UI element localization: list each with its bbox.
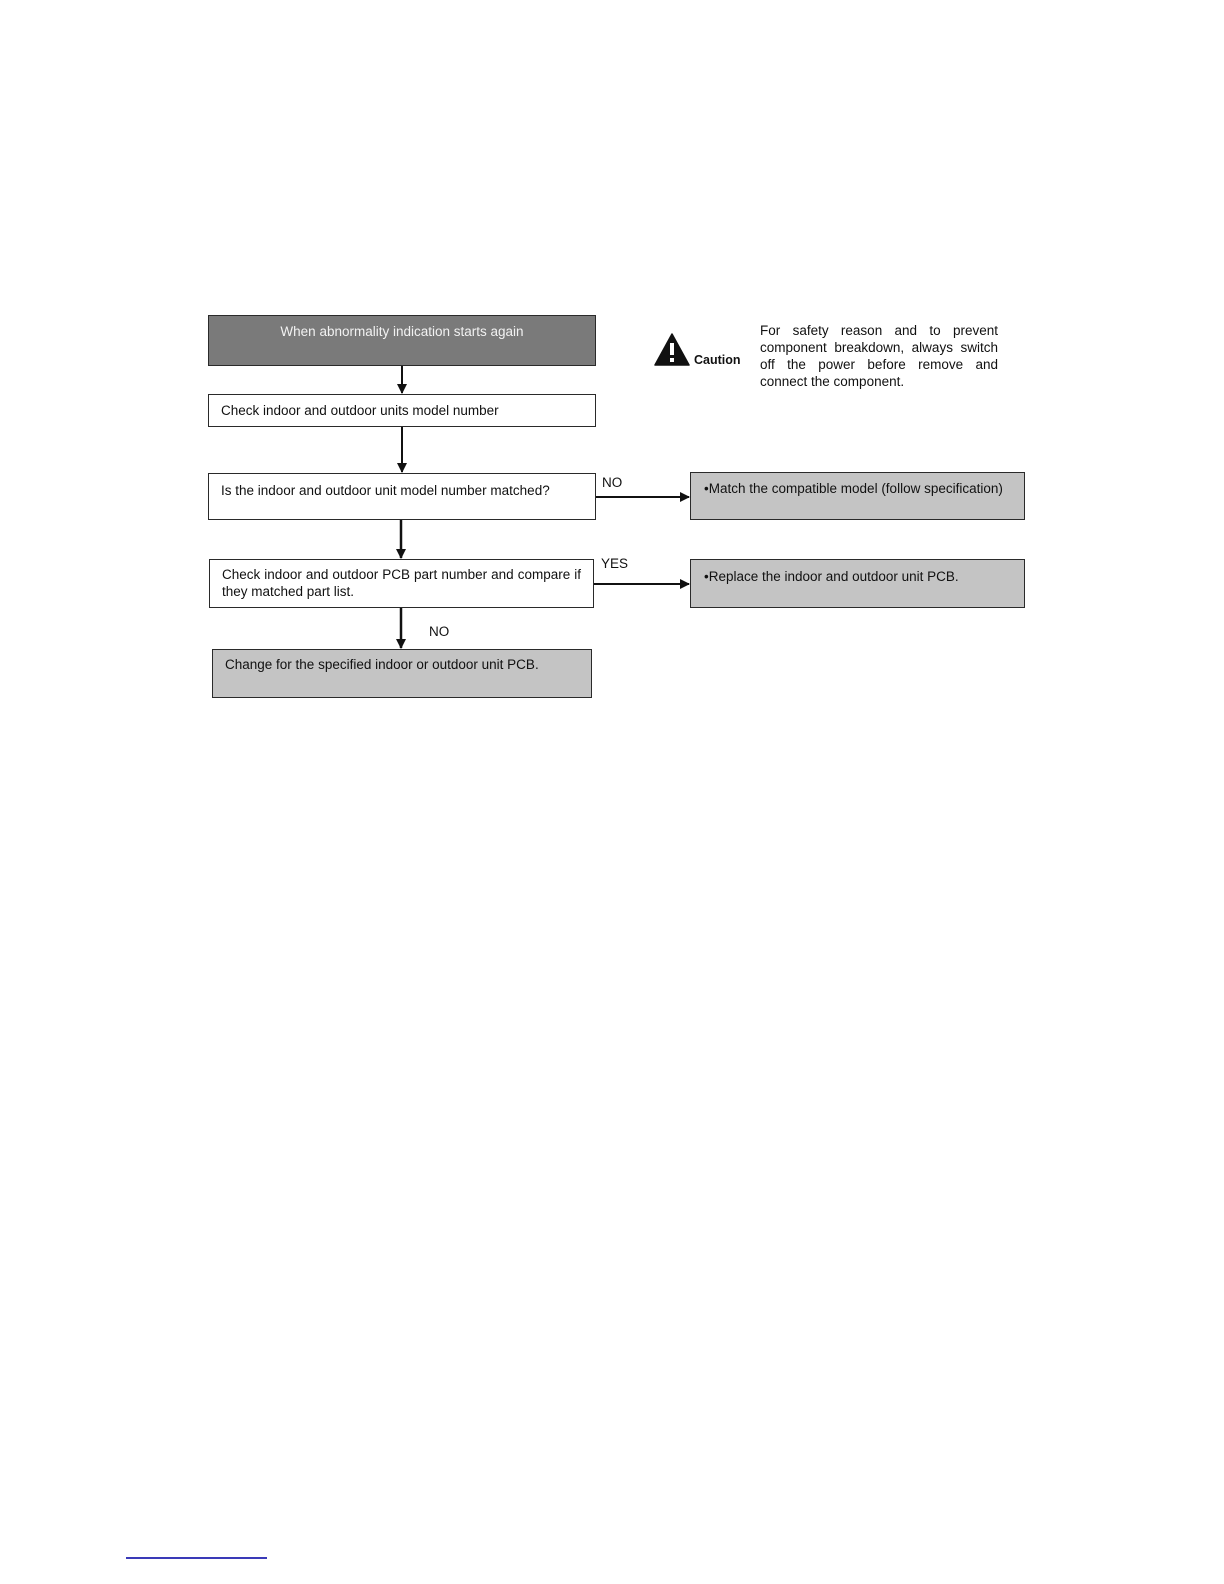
branch-label-yes: YES	[601, 556, 629, 571]
pcb-check-decision-text: Check indoor and outdoor PCB part number and compare if they matched part list.	[222, 567, 581, 599]
match-model-action	[690, 472, 1025, 520]
replace-pcb-action	[690, 559, 1025, 608]
start-box-text: When abnormality indication starts again	[280, 324, 524, 339]
branch-label-no: NO	[602, 475, 623, 490]
model-matched-decision-text: Is the indoor and outdoor unit model number matched?	[221, 483, 550, 498]
footer-link-underline[interactable]	[126, 1557, 267, 1559]
caution-label: Caution	[694, 353, 741, 367]
replace-pcb-action-text: •Replace the indoor and outdoor unit PCB.	[704, 569, 959, 584]
warning-triangle-icon	[654, 333, 690, 366]
check-model-step	[208, 394, 596, 427]
change-pcb-action	[212, 649, 592, 698]
check-model-text: Check indoor and outdoor units model number	[221, 403, 499, 418]
caution-text: For safety reason and to prevent component breakdown, always switch off the power before remove and connect the component.	[760, 323, 998, 389]
branch-label-no-pcb: NO	[429, 624, 450, 639]
pcb-check-decision	[209, 559, 594, 608]
start-box	[208, 315, 596, 366]
match-model-action-text: •Match the compatible model (follow specification)	[704, 481, 1003, 496]
change-pcb-action-text: Change for the specified indoor or outdoor unit PCB.	[225, 657, 539, 672]
model-matched-decision	[208, 473, 596, 520]
